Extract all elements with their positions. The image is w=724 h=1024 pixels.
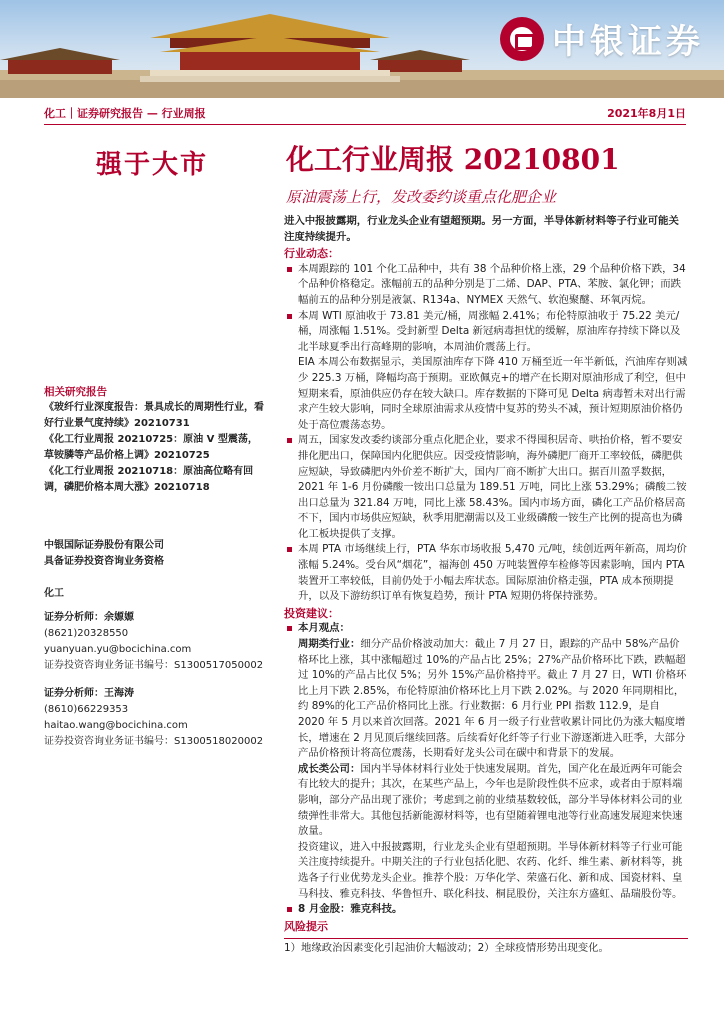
related-report-item[interactable]: 《化工行业周报 20210725：原油 V 型震荡，草铵膦等产品价格上调》20210725 [44,434,258,461]
report-date: 2021年8月1日 [607,107,686,120]
section-heading-risk: 风险提示 [284,919,328,933]
bullet-item: 本周跟踪的 101 个化工品种中，共有 38 个品种价格上涨，29 个品种价格下跌，34 个品种价格稳定。涨幅前五的品种分别是丁二烯、DAP、PTA、苯胺、氯化钾；而跌幅前五的品种分别是液氯、R134a、NYMEX 天然气、软泡聚醚、环氧丙烷。 [284,262,688,309]
paragraph [284,637,688,762]
report-body [284,214,688,957]
lead-summary: 进入中报披露期，行业龙头企业有望超预期。另一方面，半导体新材料等子行业可能关注度持续提升。 [284,215,679,243]
cycle-label: 周期类行业： [298,638,361,651]
analyst-name: 证券分析师：王海涛 [44,688,134,699]
related-report-item[interactable]: 《化工行业周报 20210718：原油高位略有回调，磷肥价格本周大涨》20210718 [44,466,254,493]
section-heading-dynamics: 行业动态： [284,247,339,261]
rating-label: 强于大市 [96,150,209,180]
brand-logo [500,14,704,63]
report-infobar [44,104,686,122]
growth-label: 成长类公司： [298,762,361,775]
page-subtitle: 原油震荡上行，发改委约谈重点化肥企业 [286,188,557,206]
company-qualification: 具备证券投资咨询业务资格 [44,556,164,567]
header-banner [0,0,724,98]
boc-logo-icon [500,17,544,61]
company-info [44,538,264,570]
paragraph [284,762,688,840]
analyst-cert: 证券投资咨询业务证书编号：S1300517050002 [44,660,264,671]
analyst-phone: (8610)66229353 [44,704,129,715]
golden-label: 8 月金股： [298,903,351,916]
paragraph: EIA 本周公布数据显示，美国原油库存下降 410 万桶至近一年半新低，汽油库存则减少 225.3 万桶，降幅均高于预期。亚欧佩克+的增产在长期对原油形成了利空，但中短期来看，原油供应仍存在较大缺口。库存数据的下降可见 Delta 病毒暂未对出行需求产生较大影响，同时全球原油需求从疫情中复苏的势头不减，预计短期原油价格仍处于高位震荡态势。 [298,356,688,431]
analyst-phone: (8621)20328550 [44,628,129,639]
section-heading-investment: 投资建议： [284,606,339,620]
analyst-info [44,586,264,750]
growth-text: 国内半导体材料行业处于快速发展期。首先，国产化在最近两年可能会有比较大的提升；其次，在某些产品上，今年也是阶段性供不应求，或者由于原料端影响，部分产品出现了涨价；考虑到之前的业绩基数较低，部分半导体材料公司的业绩弹性非常大。其他包括新能源材料等，也有望随着锂电池等行业高速发展迎来快速放量。 [298,762,683,838]
page-title: 化工行业周报 20210801 [286,143,620,176]
bullet-item: 本周 WTI 原油收于 73.81 美元/桶，周涨幅 2.41%；布伦特原油收于 75.22 美元/桶，周涨幅 1.51%。受封新型 Delta 新冠病毒担忧的缓解，原油库存持续下降以及北半球夏季出行高峰期的影响，本周油价震荡上行。 [284,309,688,356]
bullet-item [284,902,688,918]
divider [44,124,686,125]
risk-text: 1）地缘政治因素变化引起油价大幅波动；2）全球疫情形势出现变化。 [284,938,688,957]
analyst-cert: 证券投资咨询业务证书编号：S1300518020002 [44,736,264,747]
sector-label: 化工 [44,588,64,599]
bullet-item: 本月观点： [284,621,688,637]
analyst-email[interactable]: yuanyuan.yu@bocichina.com [44,644,192,655]
brand-name: 中银证券 [552,22,704,62]
cycle-text: 细分产品价格波动加大：截止 7 月 27 日，跟踪的产品中 58%产品价格环比上涨，其中涨幅超过 10%的产品占比 25%；27%产品价格环比下跌，跌幅超过 10%的产品占比仅 5%；另外 15%产品价格持平。截止 7 月 27 日，WTI 价格环比上月下跌 2.85%，布伦特原油价格环比上月下跌 2.02%。与 2020 年同期相比，约 89%的化工产品价格同比上涨。行业数据：6 月行业 PPI 指数 112.9，是自 2020 年 5 月以来首次回落。2021 年 6 月一级子行业营收累计同比仍为涨大幅度增长，增速在 2 月见顶后继续回落。后续看好化纤等子行业下游逐渐进入旺季，大部分产品价格预计将高位震荡，长期看好龙头公司在碳中和背景下的发展。 [298,638,687,760]
golden-text: 雅克科技。 [350,903,403,916]
related-report-item[interactable]: 《玻纤行业深度报告：景具成长的周期性行业，看好行业景气度持续》20210731 [44,402,264,429]
analyst-name: 证券分析师：余嫄嫄 [44,612,134,623]
paragraph: 投资建议，进入中报披露期，行业龙头企业有望超预期。半导体新材料等子行业可能关注度持续提升。中期关注的子行业包括化肥、农药、化纤、维生素、新材料等，挑选各子行业优势龙头企业。推荐个股：万华化学、荣盛石化、新和成、国瓷材料、皇马科技、雅克科技、华鲁恒升、联化科技、桐昆股份，关注东方盛虹、晶瑞股份等。 [298,840,683,900]
bullet-item: 本周 PTA 市场继续上行，PTA 华东市场收报 5,470 元/吨，续创近两年新高，周均价涨幅 5.24%。受台风“烟花”，福海创 450 万吨装置停车检修等因素影响，国内 PTA 装置开工率较低，目前仍处于小幅去库状态。国际原油价格走强，PTA 成本预期提升，以及下游纺织订单有恢复趋势，预计 PTA 短期仍将保持涨势。 [284,542,688,604]
related-reports-heading: 相关研究报告 [44,386,107,398]
company-name: 中银国际证券股份有限公司 [44,540,164,551]
report-category: 化工｜证券研究报告 — 行业周报 [44,107,206,120]
related-reports [44,384,264,496]
analyst-email[interactable]: haitao.wang@bocichina.com [44,720,188,731]
bullet-item: 周五，国家发改委约谈部分重点化肥企业，要求不得囤积居奇、哄抬价格，暂不要安排化肥出口，保障国内化肥供应。因受疫情影响，海外磷肥厂商开工率较低，磷肥供应短缺，导致磷肥内外价差不断扩大，国内厂商不断扩大出口。据百川盈孚数据，2021 年 1-6 月份磷酸一铵出口总量为 189.51 万吨，同比上涨 53.29%；磷酸二铵出口总量为 321.84 万吨，同比上涨 58.43%。国内市场方面，磷化工产品价格居高不下，国内市场供应短缺，秋季用肥潮需以及工业级磷酸一铵生产比例的提高也为磷化工板块提供了支撑。 [284,433,688,542]
